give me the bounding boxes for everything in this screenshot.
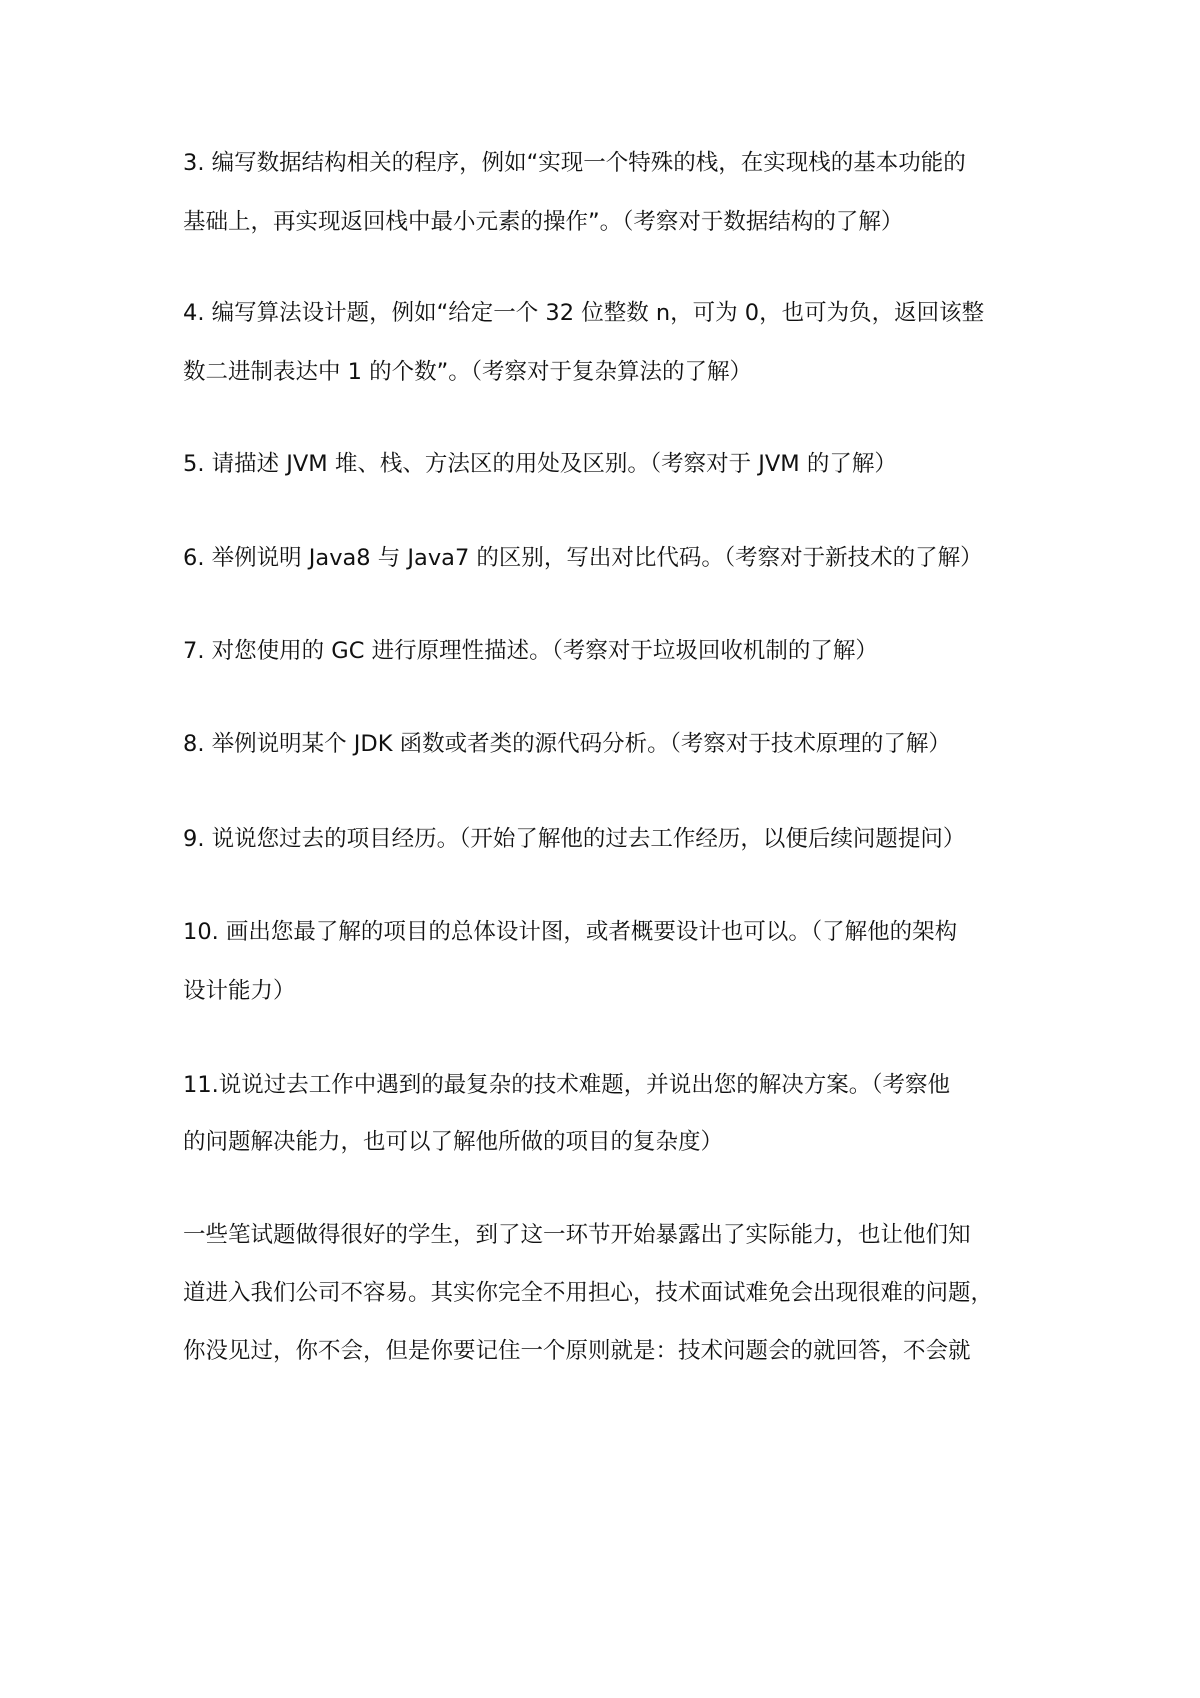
item-10-line-2: 设计能力） — [183, 978, 296, 1004]
item-10-line-1: 10. 画出您最了解的项目的总体设计图，或者概要设计也可以。（了解他的架构 — [183, 919, 958, 945]
item-11-line-2: 的问题解决能力，也可以了解他所做的项目的复杂度） — [183, 1129, 724, 1155]
item-7-line-1: 7. 对您使用的 GC 进行原理性描述。（考察对于垃圾回收机制的了解） — [183, 638, 878, 664]
item-9-line-1: 9. 说说您过去的项目经历。（开始了解他的过去工作经历，以便后续问题提问） — [183, 826, 966, 852]
item-6-line-1: 6. 举例说明 Java8 与 Java7 的区别，写出对比代码。（考察对于新技术的了解） — [183, 545, 983, 571]
item-4-line-2: 数二进制表达中 1 的个数”。（考察对于复杂算法的了解） — [183, 359, 753, 385]
paragraph-line-3: 你没见过，你不会，但是你要记住一个原则就是：技术问题会的就回答，不会就 — [183, 1338, 971, 1364]
item-5-line-1: 5. 请描述 JVM 堆、栈、方法区的用处及区别。（考察对于 JVM 的了解） — [183, 451, 897, 477]
item-11-line-1: 11.说说过去工作中遇到的最复杂的技术难题，并说出您的解决方案。（考察他 — [183, 1072, 951, 1098]
paragraph-line-1: 一些笔试题做得很好的学生，到了这一环节开始暴露出了实际能力，也让他们知 — [183, 1222, 971, 1248]
paragraph-line-2: 道进入我们公司不容易。其实你完全不用担心，技术面试难免会出现很难的问题， — [183, 1280, 994, 1306]
item-8-line-1: 8. 举例说明某个 JDK 函数或者类的源代码分析。（考察对于技术原理的了解） — [183, 731, 951, 757]
item-3-line-1: 3. 编写数据结构相关的程序，例如“实现一个特殊的栈，在实现栈的基本功能的 — [183, 150, 966, 176]
item-4-line-1: 4. 编写算法设计题，例如“给定一个 32 位整数 n，可为 0，也可为负，返回该整 — [183, 300, 985, 326]
item-3-line-2: 基础上，再实现返回栈中最小元素的操作”。（考察对于数据结构的了解） — [183, 209, 904, 235]
